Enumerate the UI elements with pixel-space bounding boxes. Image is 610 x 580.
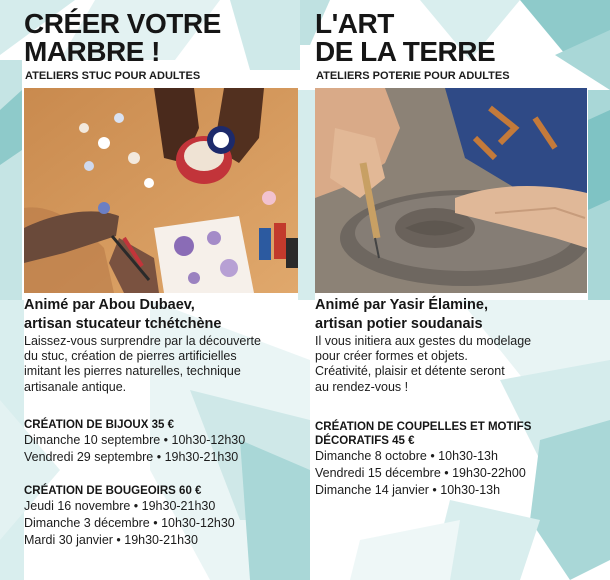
poterie-animator (315, 296, 488, 334)
stuc-animator-line1: Animé par Abou Dubaev, (24, 297, 195, 313)
stuc-description-line4: artisanale antique. (24, 379, 127, 394)
poterie-description-line4: au rendez-vous ! (315, 379, 409, 394)
workshop-bougeoirs-date-3: Mardi 30 janvier • 19h30-21h30 (24, 533, 198, 547)
workshop-coupelles-date-1: Dimanche 8 octobre • 10h30-13h (315, 449, 498, 463)
workshop-bougeoirs-title: CRÉATION DE BOUGEOIRS 60 € (24, 485, 202, 497)
poterie-title-line2: DE LA TERRE (315, 36, 496, 67)
stuc-workshop-photo (24, 88, 298, 293)
workshop-bougeoirs (24, 484, 235, 549)
workshop-bijoux-date-1: Dimanche 10 septembre • 10h30-12h30 (24, 433, 246, 447)
poterie-description-line3: Créativité, plaisir et détente seront (315, 364, 505, 379)
workshop-bougeoirs-date-2: Dimanche 3 décembre • 10h30-12h30 (24, 516, 235, 530)
workshop-bijoux-date-2: Vendredi 29 septembre • 19h30-21h30 (24, 450, 239, 464)
stuc-description-line1: Laissez-vous surprendre par la découverte (24, 334, 261, 348)
workshop-bijoux-title: CRÉATION DE BIJOUX 35 € (24, 419, 174, 431)
workshop-coupelles-title-line2: DÉCORATIFS 45 € (315, 435, 415, 447)
workshop-coupelles-title-line1: CRÉATION DE COUPELLES ET MOTIFS (315, 421, 532, 433)
workshop-coupelles (315, 420, 531, 499)
poterie-description-line2: pour créer formes et objets. (315, 349, 468, 364)
stuc-animator (24, 296, 221, 334)
stuc-title-line1: CRÉER VOTRE (24, 8, 221, 39)
stuc-description-line2: du stuc, création de pierres artificielles (24, 349, 237, 364)
stuc-animator-line2: artisan stucateur tchétchène (24, 316, 222, 332)
poterie-subtitle: ATELIERS POTERIE POUR ADULTES (316, 70, 510, 82)
workshop-bougeoirs-date-1: Jeudi 16 novembre • 19h30-21h30 (24, 499, 216, 513)
workshop-bijoux (24, 418, 245, 466)
stuc-description-line3: imitant les pierres naturelles, technique (24, 364, 241, 379)
poterie-workshop-photo (315, 88, 587, 293)
workshop-coupelles-date-3: Dimanche 14 janvier • 10h30-13h (315, 483, 501, 497)
stuc-title (24, 10, 221, 66)
stuc-subtitle: ATELIERS STUC POUR ADULTES (25, 70, 201, 82)
stuc-title-line2: MARBRE ! (24, 36, 160, 67)
poterie-animator-line2: artisan potier soudanais (315, 316, 483, 332)
poterie-description (315, 334, 600, 395)
poterie-animator-line1: Animé par Yasir Élamine, (315, 297, 489, 313)
workshop-coupelles-date-2: Vendredi 15 décembre • 19h30-22h00 (315, 466, 526, 480)
poterie-title (315, 10, 495, 66)
stuc-description (24, 334, 304, 395)
poterie-title-line1: L'ART (315, 8, 394, 39)
poterie-description-line1: Il vous initiera aux gestes du modelage (315, 334, 532, 348)
